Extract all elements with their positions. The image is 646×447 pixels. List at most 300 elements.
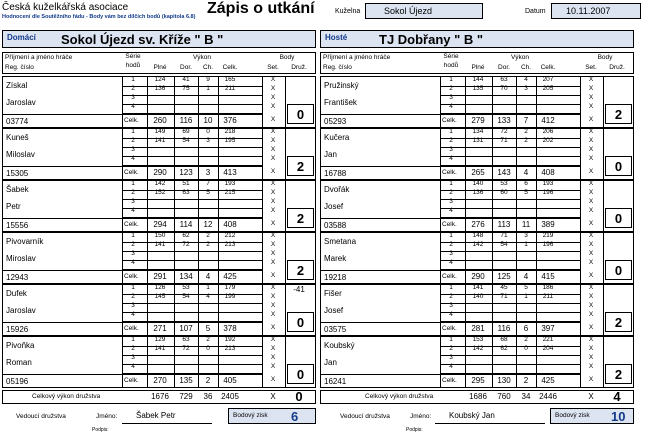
series-value[interactable]: 53	[182, 284, 190, 291]
player-points: 0	[614, 159, 623, 174]
team-points-total: 6	[291, 409, 299, 424]
series-value[interactable]: 2	[524, 336, 528, 343]
series-value[interactable]: 2	[206, 232, 210, 239]
player-points-box[interactable]	[287, 260, 314, 280]
player-total-value: 276	[471, 220, 485, 229]
series-number: 3	[449, 250, 453, 257]
series-number: 2	[131, 241, 135, 248]
set-mark: X	[588, 363, 594, 370]
total-row-label: Celk.	[442, 273, 457, 280]
series-value[interactable]: 129	[154, 336, 166, 343]
series-value[interactable]: 135	[472, 85, 484, 92]
player-total-value: 4	[523, 168, 529, 177]
series-value[interactable]: 54	[182, 293, 190, 300]
player-surname[interactable]: Získal	[6, 81, 28, 90]
set-mark: X	[270, 336, 276, 343]
player-total-value: 389	[541, 220, 555, 229]
set-mark: X	[270, 155, 276, 162]
series-value[interactable]: 142	[472, 241, 484, 248]
series-number: 4	[131, 207, 135, 214]
series-value[interactable]: 1	[206, 284, 210, 291]
player-regno[interactable]: 12943	[6, 273, 29, 282]
series-number: 4	[449, 259, 453, 266]
header-regno-label: Reg. číslo	[323, 64, 352, 71]
header-performance-label: Výkon	[192, 54, 212, 61]
series-value[interactable]: 41	[182, 76, 190, 83]
series-value[interactable]: 2	[524, 128, 528, 135]
series-value[interactable]: 71	[500, 232, 508, 239]
player-total-value: 290	[471, 272, 485, 281]
player-points-box[interactable]	[605, 104, 632, 124]
team-points-field[interactable]	[550, 408, 634, 424]
column-divider	[440, 128, 441, 180]
header-regno-label: Reg. číslo	[5, 64, 34, 71]
team-total-value: 1676	[151, 392, 169, 401]
series-number: 1	[131, 76, 135, 83]
player-firstname[interactable]: Jan	[324, 358, 337, 367]
player-total-value: 425	[541, 376, 555, 385]
player-points-box[interactable]	[287, 208, 314, 228]
series-value[interactable]: 4	[524, 76, 528, 83]
set-mark: X	[588, 198, 594, 205]
header-set-label: Set.	[267, 64, 279, 71]
column-divider	[603, 232, 604, 284]
series-value[interactable]: 0	[206, 128, 210, 135]
header-total-label: Celk.	[540, 64, 556, 71]
player-points-box[interactable]	[605, 364, 632, 384]
team-name-bar	[320, 30, 634, 48]
player-surname[interactable]: Koubský	[324, 341, 355, 350]
column-divider	[603, 76, 604, 128]
series-value[interactable]: 1	[524, 293, 528, 300]
set-mark: X	[270, 293, 276, 300]
series-value[interactable]: 215	[224, 189, 236, 196]
player-total-value: 4	[523, 272, 529, 281]
series-value[interactable]: 54	[182, 137, 190, 144]
captain-name-label: Jméno:	[410, 413, 432, 420]
player-points-box[interactable]	[605, 208, 632, 228]
team-total-x: X	[588, 392, 594, 401]
series-value[interactable]: 9	[206, 76, 210, 83]
player-total-value: 116	[497, 324, 511, 333]
player-regno[interactable]: 15305	[6, 169, 29, 178]
series-value[interactable]: 63	[500, 76, 508, 83]
column-divider	[440, 284, 441, 336]
series-value[interactable]: 131	[472, 137, 484, 144]
captain-name: Koubský Jan	[449, 411, 495, 420]
series-number: 4	[131, 103, 135, 110]
series-value[interactable]: 63	[182, 189, 190, 196]
team-side-label: Domácí	[7, 33, 36, 42]
player-total-value: 397	[541, 324, 555, 333]
set-mark: X	[270, 363, 276, 370]
series-number: 3	[131, 94, 135, 101]
series-value[interactable]: 213	[224, 345, 236, 352]
player-surname[interactable]: Pivoňka	[6, 341, 35, 350]
column-divider	[603, 128, 604, 180]
page-title: Zápis o utkání	[207, 0, 315, 17]
series-value[interactable]: 54	[500, 241, 508, 248]
series-value[interactable]: 60	[500, 189, 508, 196]
team-side-label: Hosté	[325, 33, 348, 42]
series-value[interactable]: 202	[542, 137, 554, 144]
player-regno[interactable]: 05293	[324, 117, 347, 126]
player-total-value: 415	[541, 272, 555, 281]
player-total-value: 134	[179, 272, 193, 281]
series-value[interactable]: 213	[224, 241, 236, 248]
series-number: 3	[131, 198, 135, 205]
series-value[interactable]: 141	[154, 241, 166, 248]
player-total-value: 107	[179, 324, 193, 333]
player-points: 2	[614, 367, 623, 382]
set-mark: X	[588, 137, 594, 144]
player-total-value: 125	[497, 272, 511, 281]
player-points-box[interactable]	[287, 312, 314, 332]
series-number: 2	[131, 85, 135, 92]
player-regno[interactable]: 15926	[6, 325, 29, 334]
player-total-value: 7	[523, 116, 529, 125]
series-value[interactable]: 195	[224, 137, 236, 144]
set-mark: X	[270, 198, 276, 205]
player-firstname[interactable]: Jaroslav	[6, 306, 36, 315]
series-value[interactable]: 5	[524, 284, 528, 291]
player-points: 0	[296, 367, 305, 382]
series-value[interactable]: 219	[542, 232, 554, 239]
series-number: 1	[131, 232, 135, 239]
captain-name-label: Jméno:	[96, 413, 118, 420]
series-value[interactable]: 70	[500, 85, 508, 92]
total-row-label: Celk.	[124, 377, 139, 384]
player-firstname[interactable]: Miroslav	[6, 254, 36, 263]
series-value[interactable]: 152	[154, 189, 166, 196]
player-surname[interactable]: Pivovarník	[6, 237, 44, 246]
series-value[interactable]: 142	[154, 180, 166, 187]
series-value[interactable]: 141	[472, 284, 484, 291]
series-value[interactable]: 69	[182, 128, 190, 135]
series-value[interactable]: 72	[182, 345, 190, 352]
series-value[interactable]: 192	[224, 336, 236, 343]
series-value[interactable]: 0	[206, 345, 210, 352]
series-value[interactable]: 45	[500, 284, 508, 291]
team-total-value: 36	[203, 392, 213, 401]
column-divider	[440, 180, 441, 232]
column-divider	[285, 180, 286, 232]
player-total-value: 6	[523, 324, 529, 333]
series-value[interactable]: 221	[542, 336, 554, 343]
player-total-value: 2	[205, 376, 211, 385]
series-value[interactable]: 2	[524, 137, 528, 144]
player-points-box[interactable]	[287, 156, 314, 176]
set-mark: X	[270, 376, 276, 383]
series-number: 2	[449, 85, 453, 92]
series-value[interactable]: 136	[154, 85, 166, 92]
set-mark: X	[270, 137, 276, 144]
series-number: 3	[449, 354, 453, 361]
series-value[interactable]: 150	[154, 232, 166, 239]
player-total-value: 425	[223, 272, 237, 281]
series-value[interactable]: 193	[224, 180, 236, 187]
set-mark: X	[270, 103, 276, 110]
set-mark: X	[270, 302, 276, 309]
player-regno[interactable]: 16788	[324, 169, 347, 178]
series-value[interactable]: 62	[182, 232, 190, 239]
series-number: 2	[449, 241, 453, 248]
series-value[interactable]: 148	[472, 232, 484, 239]
date-value: 10.11.2007	[566, 6, 611, 16]
series-value[interactable]: 1	[206, 85, 210, 92]
series-number: 2	[449, 137, 453, 144]
team-points-label: Bodový zisk	[555, 412, 590, 419]
series-value[interactable]: 196	[542, 241, 554, 248]
set-mark: X	[270, 272, 276, 279]
captain-label: Vedoucí družstva	[340, 413, 390, 420]
set-mark: X	[588, 336, 594, 343]
series-number: 1	[449, 232, 453, 239]
player-firstname[interactable]: Jaroslav	[6, 98, 36, 107]
set-mark: X	[588, 189, 594, 196]
series-number: 4	[449, 155, 453, 162]
series-value[interactable]: 140	[472, 180, 484, 187]
series-value[interactable]: 136	[472, 189, 484, 196]
series-value[interactable]: 4	[206, 293, 210, 300]
player-points-box[interactable]	[287, 364, 314, 384]
player-total-value: 376	[223, 116, 237, 125]
series-number: 3	[131, 354, 135, 361]
total-divider	[2, 322, 262, 323]
series-number: 4	[449, 207, 453, 214]
player-points-box[interactable]	[287, 104, 314, 124]
series-number: 3	[449, 94, 453, 101]
set-mark: X	[588, 302, 594, 309]
series-number: 2	[131, 189, 135, 196]
series-value[interactable]: 204	[542, 345, 554, 352]
player-firstname[interactable]: Roman	[6, 358, 32, 367]
player-regno[interactable]: 03575	[324, 325, 347, 334]
series-value[interactable]: 207	[542, 76, 554, 83]
column-divider	[122, 232, 123, 284]
series-value[interactable]: 71	[500, 293, 508, 300]
series-value[interactable]: 149	[154, 128, 166, 135]
set-mark: X	[270, 189, 276, 196]
player-total-value: 405	[223, 376, 237, 385]
series-value[interactable]: 6	[524, 180, 528, 187]
player-regno[interactable]: 03774	[6, 117, 29, 126]
player-total-value: 408	[223, 220, 237, 229]
captain-name-field[interactable]	[122, 410, 212, 424]
total-divider	[320, 322, 580, 323]
player-total-value: 114	[179, 220, 193, 229]
series-value[interactable]: 51	[182, 180, 190, 187]
series-value[interactable]: 141	[154, 137, 166, 144]
player-firstname[interactable]: Miloslav	[6, 150, 35, 159]
player-surname[interactable]: Kuneš	[6, 133, 29, 142]
series-value[interactable]: 53	[500, 180, 508, 187]
series-value[interactable]: 141	[154, 345, 166, 352]
series-value[interactable]: 218	[224, 128, 236, 135]
set-mark: X	[588, 116, 594, 123]
player-surname[interactable]: Fišer	[324, 289, 342, 298]
header-total-label: Celk.	[222, 64, 238, 71]
header-duel-label: Druž.	[609, 64, 625, 71]
series-value[interactable]: 5	[524, 189, 528, 196]
series-number: 4	[449, 363, 453, 370]
set-mark: X	[270, 241, 276, 248]
series-value[interactable]: 62	[500, 345, 508, 352]
captain-name-field[interactable]	[435, 410, 545, 424]
series-value[interactable]: 1	[524, 241, 528, 248]
series-value[interactable]: 0	[524, 345, 528, 352]
series-value[interactable]: 72	[500, 128, 508, 135]
series-number: 3	[449, 198, 453, 205]
player-regno[interactable]: 05196	[6, 377, 29, 386]
series-value[interactable]: 205	[542, 85, 554, 92]
set-mark: X	[588, 293, 594, 300]
series-value[interactable]: 126	[154, 284, 166, 291]
series-value[interactable]: 142	[472, 345, 484, 352]
header-name-label: Příjmení a jméno hráče	[5, 54, 73, 61]
player-firstname[interactable]: Marek	[324, 254, 347, 263]
series-number: 2	[449, 189, 453, 196]
series-value[interactable]: 2	[206, 336, 210, 343]
series-value[interactable]: 3	[206, 137, 210, 144]
series-number: 3	[131, 250, 135, 257]
total-divider	[320, 270, 580, 271]
player-total-value: 123	[179, 168, 193, 177]
player-firstname[interactable]: Josef	[324, 202, 344, 211]
player-regno[interactable]: 16241	[324, 377, 347, 386]
series-value[interactable]: 211	[542, 293, 554, 300]
series-value[interactable]: 211	[224, 85, 236, 92]
series-value[interactable]: 179	[224, 284, 236, 291]
series-value[interactable]: 140	[472, 293, 484, 300]
player-note: -41	[293, 285, 305, 294]
player-regno[interactable]: 15556	[6, 221, 29, 230]
series-number: 4	[131, 363, 135, 370]
player-firstname[interactable]: František	[324, 98, 357, 107]
total-row-label: Celk.	[124, 325, 139, 332]
series-value[interactable]: 71	[500, 137, 508, 144]
signature-label: Podpis:	[92, 427, 109, 433]
player-firstname[interactable]: Petr	[6, 202, 21, 211]
team-total-value: 760	[497, 392, 511, 401]
player-points: 0	[296, 315, 305, 330]
player-total-value: 113	[497, 220, 511, 229]
set-mark: X	[588, 324, 594, 331]
player-points: 2	[296, 263, 305, 278]
team-points-field[interactable]	[228, 408, 316, 424]
series-value[interactable]: 153	[472, 336, 484, 343]
series-value[interactable]: 5	[206, 189, 210, 196]
series-value[interactable]: 72	[182, 241, 190, 248]
set-mark: X	[588, 232, 594, 239]
series-value[interactable]: 193	[542, 180, 554, 187]
set-mark: X	[588, 284, 594, 291]
player-points-box[interactable]	[605, 312, 632, 332]
player-points: 2	[614, 107, 623, 122]
series-value[interactable]: 63	[182, 336, 190, 343]
player-regno[interactable]: 19218	[324, 273, 347, 282]
captain-label: Vedoucí družstva	[16, 413, 66, 420]
player-firstname[interactable]: Jan	[324, 150, 337, 159]
total-row-label: Celk.	[442, 221, 457, 228]
player-total-value: 412	[541, 116, 555, 125]
set-mark: X	[270, 250, 276, 257]
series-value[interactable]: 7	[206, 180, 210, 187]
total-divider	[320, 166, 580, 167]
set-mark: X	[270, 85, 276, 92]
series-value[interactable]: 186	[542, 284, 554, 291]
total-divider	[2, 270, 262, 271]
player-surname[interactable]: Pružinský	[324, 81, 359, 90]
set-mark: X	[588, 376, 594, 383]
series-value[interactable]: 134	[472, 128, 484, 135]
total-divider	[2, 114, 262, 115]
set-mark: X	[270, 116, 276, 123]
rules-subtitle: Hodnocení dle Soutěžního řádu - Body vám bez dílčích bodů (kapitola 6.8)	[2, 14, 196, 20]
set-mark: X	[588, 220, 594, 227]
player-total-value: 4	[205, 272, 211, 281]
series-value[interactable]: 212	[224, 232, 236, 239]
series-value[interactable]: 3	[524, 85, 528, 92]
series-value[interactable]: 124	[154, 76, 166, 83]
player-points-box[interactable]	[605, 156, 632, 176]
player-total-value: 130	[497, 376, 511, 385]
series-value[interactable]: 2	[206, 241, 210, 248]
series-value[interactable]: 206	[542, 128, 554, 135]
team-total-value: 34	[521, 392, 531, 401]
player-regno[interactable]: 03588	[324, 221, 347, 230]
set-mark: X	[270, 207, 276, 214]
set-mark: X	[588, 155, 594, 162]
player-total-value: 143	[497, 168, 511, 177]
column-divider	[603, 336, 604, 388]
header-clear-label: Dor.	[498, 64, 510, 71]
team-total-value: 729	[179, 392, 193, 401]
series-value[interactable]: 3	[524, 232, 528, 239]
player-surname[interactable]: Kučera	[324, 133, 350, 142]
series-number: 3	[131, 302, 135, 309]
set-mark: X	[588, 180, 594, 187]
player-total-value: 265	[471, 168, 485, 177]
series-number: 1	[131, 336, 135, 343]
series-number: 3	[449, 146, 453, 153]
player-total-value: 12	[203, 220, 213, 229]
set-mark: X	[588, 207, 594, 214]
player-firstname[interactable]: Josef	[324, 306, 344, 315]
series-number: 1	[449, 76, 453, 83]
header-full-label: Plné	[153, 64, 167, 71]
player-surname[interactable]: Dvořák	[324, 185, 350, 194]
series-value[interactable]: 144	[472, 76, 484, 83]
series-value[interactable]: 165	[224, 76, 236, 83]
venue-label: Kuželna	[335, 8, 361, 15]
player-points-box[interactable]	[605, 260, 632, 280]
series-value[interactable]: 75	[182, 85, 190, 92]
series-value[interactable]: 68	[500, 336, 508, 343]
player-surname[interactable]: Smetana	[324, 237, 357, 246]
set-mark: X	[588, 85, 594, 92]
player-surname[interactable]: Šabek	[6, 185, 29, 194]
series-value[interactable]: 196	[542, 189, 554, 196]
set-mark: X	[270, 311, 276, 318]
player-surname[interactable]: Dufek	[6, 289, 27, 298]
total-row-label: Celk.	[442, 377, 457, 384]
series-value[interactable]: 145	[154, 293, 166, 300]
total-divider	[2, 374, 262, 375]
series-value[interactable]: 199	[224, 293, 236, 300]
set-mark: X	[588, 272, 594, 279]
series-number: 4	[131, 155, 135, 162]
